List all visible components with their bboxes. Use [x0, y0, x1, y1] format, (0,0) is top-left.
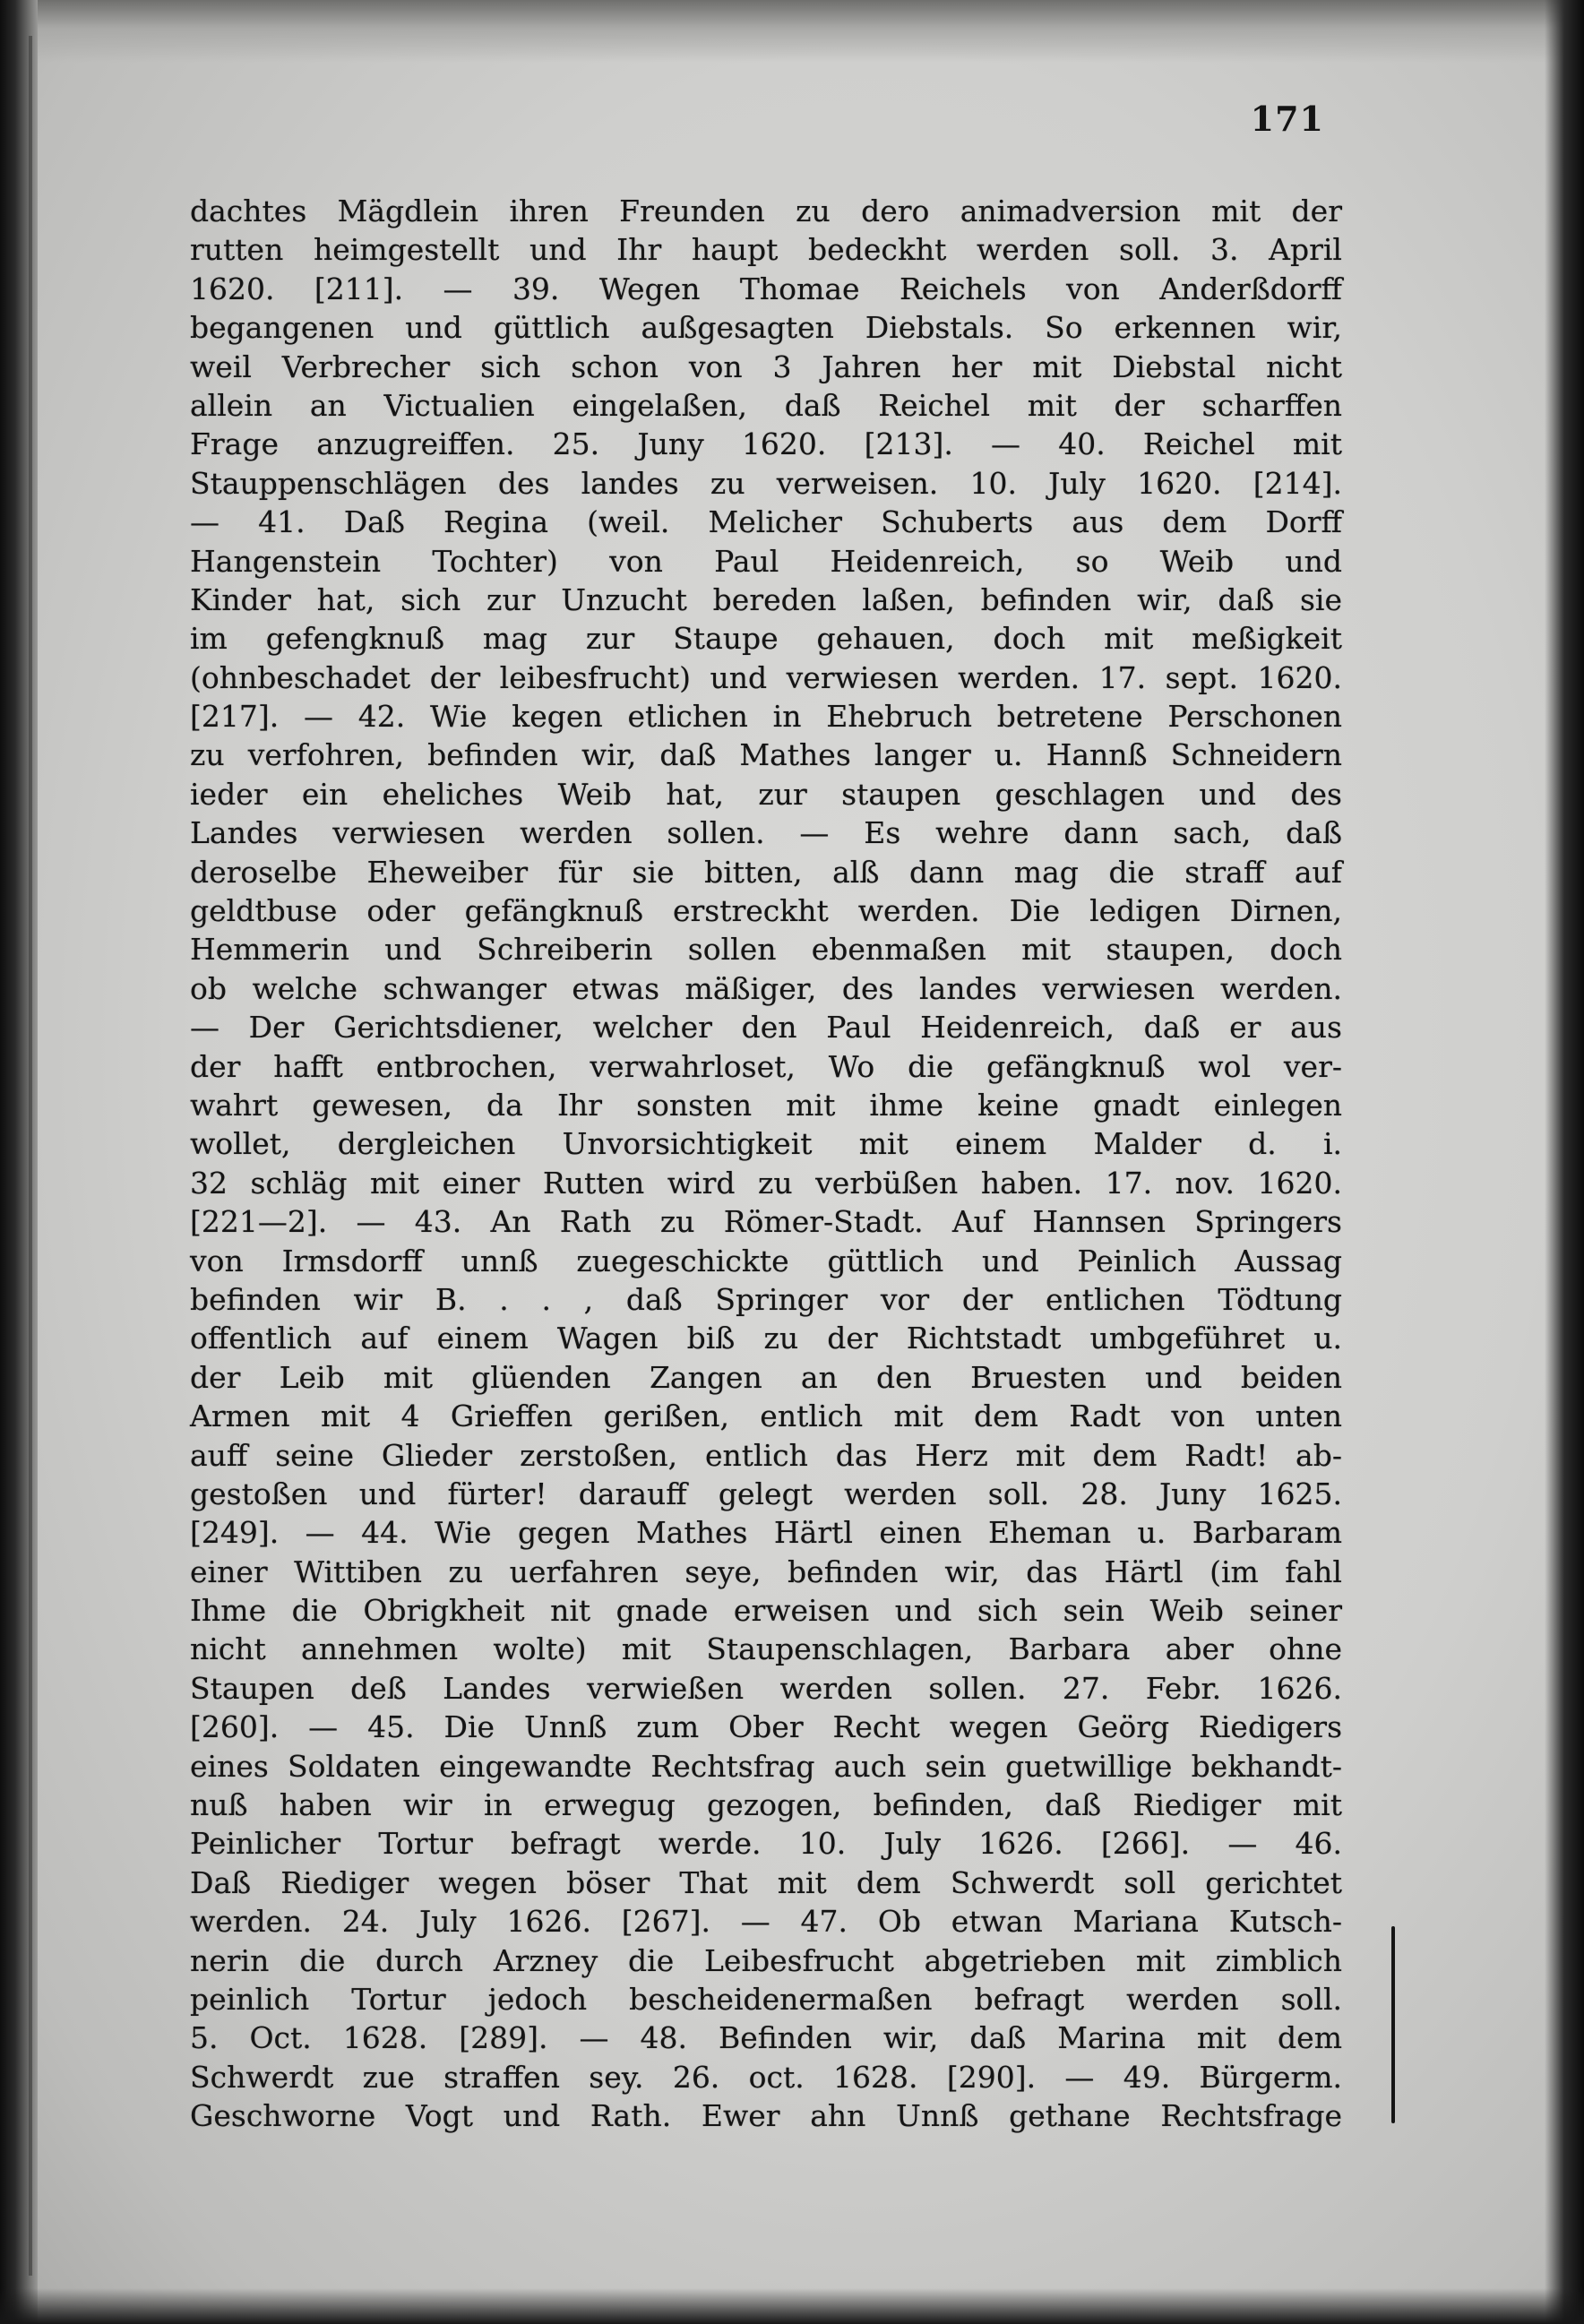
text-line: Peinlicher Tortur befragt werde. 10. July 1626. [266]. — 46. — [190, 1826, 1342, 1862]
text-line: Armen mit 4 Grieffen gerißen, entlich mit dem Radt von unten — [190, 1399, 1342, 1434]
text-line: [217]. — 42. Wie kegen etlichen in Ehebruch betretene Perschonen — [190, 699, 1342, 735]
text-line: zu verfohren, befinden wir, daß Mathes langer u. Hannß Schneidern — [190, 737, 1342, 773]
text-line: geldtbuse oder gefängknuß erstreckht werden. Die ledigen Dirnen, — [190, 893, 1342, 929]
text-line: Stauppenschlägen des landes zu verweisen. 10. July 1620. [214]. — [190, 465, 1342, 501]
text-line: allein an Victualien eingelaßen, daß Reichel mit der scharffen — [190, 387, 1342, 423]
text-line: Geschworne Vogt und Rath. Ewer ahn Unnß gethane Rechtsfrage — [190, 2098, 1342, 2134]
text-line: nicht annehmen wolte) mit Staupenschlagen, Barbara aber ohne — [190, 1631, 1342, 1667]
text-line: werden. 24. July 1626. [267]. — 47. Ob etwan Mariana Kutsch- — [190, 1904, 1342, 1940]
text-line: Staupen deß Landes verwießen werden sollen. 27. Febr. 1626. — [190, 1670, 1342, 1706]
text-line: [249]. — 44. Wie gegen Mathes Härtl einen Eheman u. Barbaram — [190, 1515, 1342, 1551]
text-line: nuß haben wir in erwegug gezogen, befinden, daß Riediger mit — [190, 1787, 1342, 1823]
bottom-shadow — [0, 2288, 1584, 2324]
text-line: — 41. Daß Regina (weil. Melicher Schuberts aus dem Dorff — [190, 504, 1342, 540]
text-line: auff seine Glieder zerstoßen, entlich das Herz mit dem Radt! ab- — [190, 1437, 1342, 1473]
text-line: [260]. — 45. Die Unnß zum Ober Recht wegen Geörg Riedigers — [190, 1709, 1342, 1745]
text-line: einer Wittiben zu uerfahren seye, befinden wir, das Härtl (im fahl — [190, 1554, 1342, 1589]
text-line: befinden wir B. . . , daß Springer vor der entlichen Tödtung — [190, 1281, 1342, 1317]
text-line: von Irmsdorff unnß zuegeschickte güttlich und Peinlich Aussag — [190, 1243, 1342, 1278]
top-shadow — [0, 0, 1584, 63]
text-line: im gefengknuß mag zur Staupe gehauen, doch mit meßigkeit — [190, 621, 1342, 657]
text-line: nerin die durch Arzney die Leibesfrucht abgetrieben mit zimblich — [190, 1942, 1342, 1978]
text-line: peinlich Tortur jedoch bescheidenermaßen befragt werden soll. — [190, 1981, 1342, 2017]
page-number: 171 — [1250, 99, 1324, 139]
text-line: eines Soldaten eingewandte Rechtsfrag auch sein guetwillige bekhandt- — [190, 1748, 1342, 1784]
text-line: dachtes Mägdlein ihren Freunden zu dero animadversion mit der — [190, 194, 1342, 228]
text-line: deroselbe Eheweiber für sie bitten, alß dann mag die straff auf — [190, 854, 1342, 890]
right-page-edge — [1545, 0, 1584, 2324]
body-text — [190, 192, 1342, 2136]
margin-mark — [1391, 1926, 1395, 2123]
text-line: (ohnbeschadet der leibesfrucht) und verwiesen werden. 17. sept. 1620. — [190, 659, 1342, 695]
text-line: 5. Oct. 1628. [289]. — 48. Befinden wir, daß Marina mit dem — [190, 2020, 1342, 2056]
text-line: 32 schläg mit einer Rutten wird zu verbüßen haben. 17. nov. 1620. — [190, 1165, 1342, 1201]
text-line: 1620. [211]. — 39. Wegen Thomae Reichels von Anderßdorff — [190, 271, 1342, 306]
text-line: gestoßen und fürter! darauff gelegt werden soll. 28. Juny 1625. — [190, 1476, 1342, 1511]
text-line: Daß Riediger wegen böser That mit dem Schwerdt soll gerichtet — [190, 1864, 1342, 1900]
text-line: wahrt gewesen, da Ihr sonsten mit ihme keine gnadt einlegen — [190, 1087, 1342, 1123]
text-line: Schwerdt zue straffen sey. 26. oct. 1628. [290]. — 49. Bürgerm. — [190, 2059, 1342, 2095]
text-line: Kinder hat, sich zur Unzucht bereden laßen, befinden wir, daß sie — [190, 581, 1342, 617]
text-line: ob welche schwanger etwas mäßiger, des landes verwiesen werden. — [190, 970, 1342, 1006]
gutter-fold — [29, 36, 32, 2276]
text-line: Hangenstein Tochter) von Paul Heidenreich, so Weib und — [190, 543, 1342, 579]
text-line: [221—2]. — 43. An Rath zu Römer-Stadt. Auf Hannsen Springers — [190, 1204, 1342, 1240]
text-line: — Der Gerichtsdiener, welcher den Paul Heidenreich, daß er aus — [190, 1010, 1342, 1046]
text-line: Ihme die Obrigkheit nit gnade erweisen und sich sein Weib seiner — [190, 1593, 1342, 1629]
text-line: weil Verbrecher sich schon von 3 Jahren her mit Diebstal nicht — [190, 349, 1342, 384]
text-line: der hafft entbrochen, verwahrloset, Wo die gefängknuß wol ver- — [190, 1048, 1342, 1084]
text-line: ieder ein eheliches Weib hat, zur staupen geschlagen und des — [190, 776, 1342, 812]
text-line: offentlich auf einem Wagen biß zu der Richtstadt umbgeführet u. — [190, 1321, 1342, 1356]
text-line: rutten heimgestellt und Ihr haupt bedeckht werden soll. 3. April — [190, 232, 1342, 268]
text-line: begangenen und güttlich außgesagten Diebstals. So erkennen wir, — [190, 310, 1342, 346]
text-line: Landes verwiesen werden sollen. — Es wehre dann sach, daß — [190, 815, 1342, 851]
text-line: Frage anzugreiffen. 25. Juny 1620. [213]. — 40. Reichel mit — [190, 426, 1342, 462]
text-line: Hemmerin und Schreiberin sollen ebenmaßen mit staupen, doch — [190, 932, 1342, 968]
text-line: der Leib mit glüenden Zangen an den Bruesten und beiden — [190, 1359, 1342, 1395]
text-line: wollet, dergleichen Unvorsichtigkeit mit einem Malder d. i. — [190, 1126, 1342, 1162]
